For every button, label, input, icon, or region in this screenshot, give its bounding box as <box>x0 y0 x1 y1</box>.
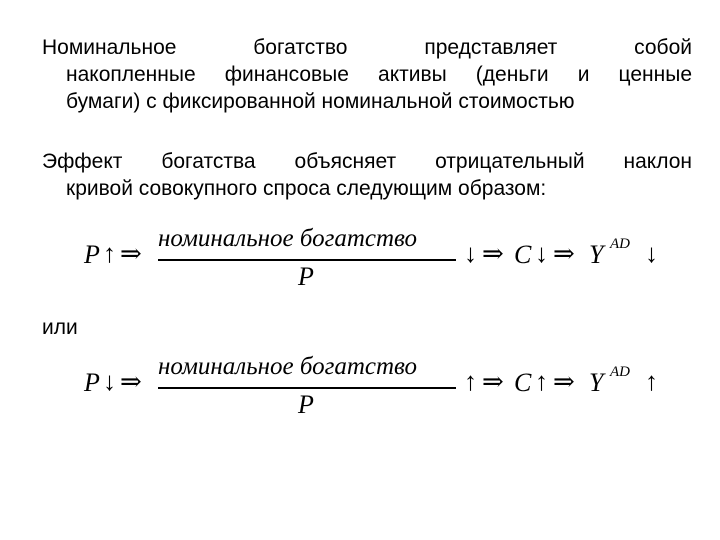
aggregate-demand-superscript: AD <box>610 236 630 252</box>
implies-icon: ⇒ <box>120 239 142 268</box>
fraction-denominator: P <box>298 262 314 291</box>
implies-icon: ⇒ <box>553 239 575 268</box>
fraction-bar <box>158 259 456 261</box>
price-variable: P <box>84 368 100 397</box>
explanation-line-2: кривой совокупного спроса следующим образом: <box>66 177 547 200</box>
output-variable: Y <box>589 240 604 269</box>
consumption-variable: C <box>514 368 532 397</box>
consumption-variable: C <box>514 240 532 269</box>
definition-line-1: Номинальное богатство представляет собой <box>42 36 692 59</box>
definition-line-3: бумаги) с фиксированной номинальной стоимостью <box>66 90 575 113</box>
implies-icon: ⇒ <box>553 367 575 396</box>
explanation-line-1: Эффект богатства объясняет отрицательный наклон <box>42 150 692 173</box>
fraction-numerator: номинальное богатство <box>158 225 418 252</box>
fraction-denominator: P <box>298 390 314 419</box>
output-variable: Y <box>589 368 604 397</box>
fraction-bar <box>158 387 456 389</box>
arrow-up-icon: ↑ <box>535 367 548 396</box>
arrow-up-icon: ↑ <box>645 367 658 396</box>
arrow-down-icon: ↓ <box>535 239 548 268</box>
arrow-up-icon: ↑ <box>103 239 116 268</box>
price-variable: P <box>84 240 100 269</box>
arrow-down-icon: ↓ <box>645 239 658 268</box>
fraction-numerator: номинальное богатство <box>158 353 418 380</box>
implies-icon: ⇒ <box>120 367 142 396</box>
arrow-up-icon: ↑ <box>464 367 477 396</box>
formula-price-down <box>84 353 684 422</box>
formula-price-up <box>84 225 684 294</box>
implies-icon: ⇒ <box>482 239 504 268</box>
explanation-paragraph <box>42 148 692 202</box>
arrow-down-icon: ↓ <box>103 367 116 396</box>
aggregate-demand-superscript: AD <box>610 364 630 380</box>
implies-icon: ⇒ <box>482 367 504 396</box>
definition-line-2: накопленные финансовые активы (деньги и ценные <box>66 63 692 86</box>
arrow-down-icon: ↓ <box>464 239 477 268</box>
or-label: или <box>42 316 78 339</box>
definition-paragraph <box>42 34 692 115</box>
